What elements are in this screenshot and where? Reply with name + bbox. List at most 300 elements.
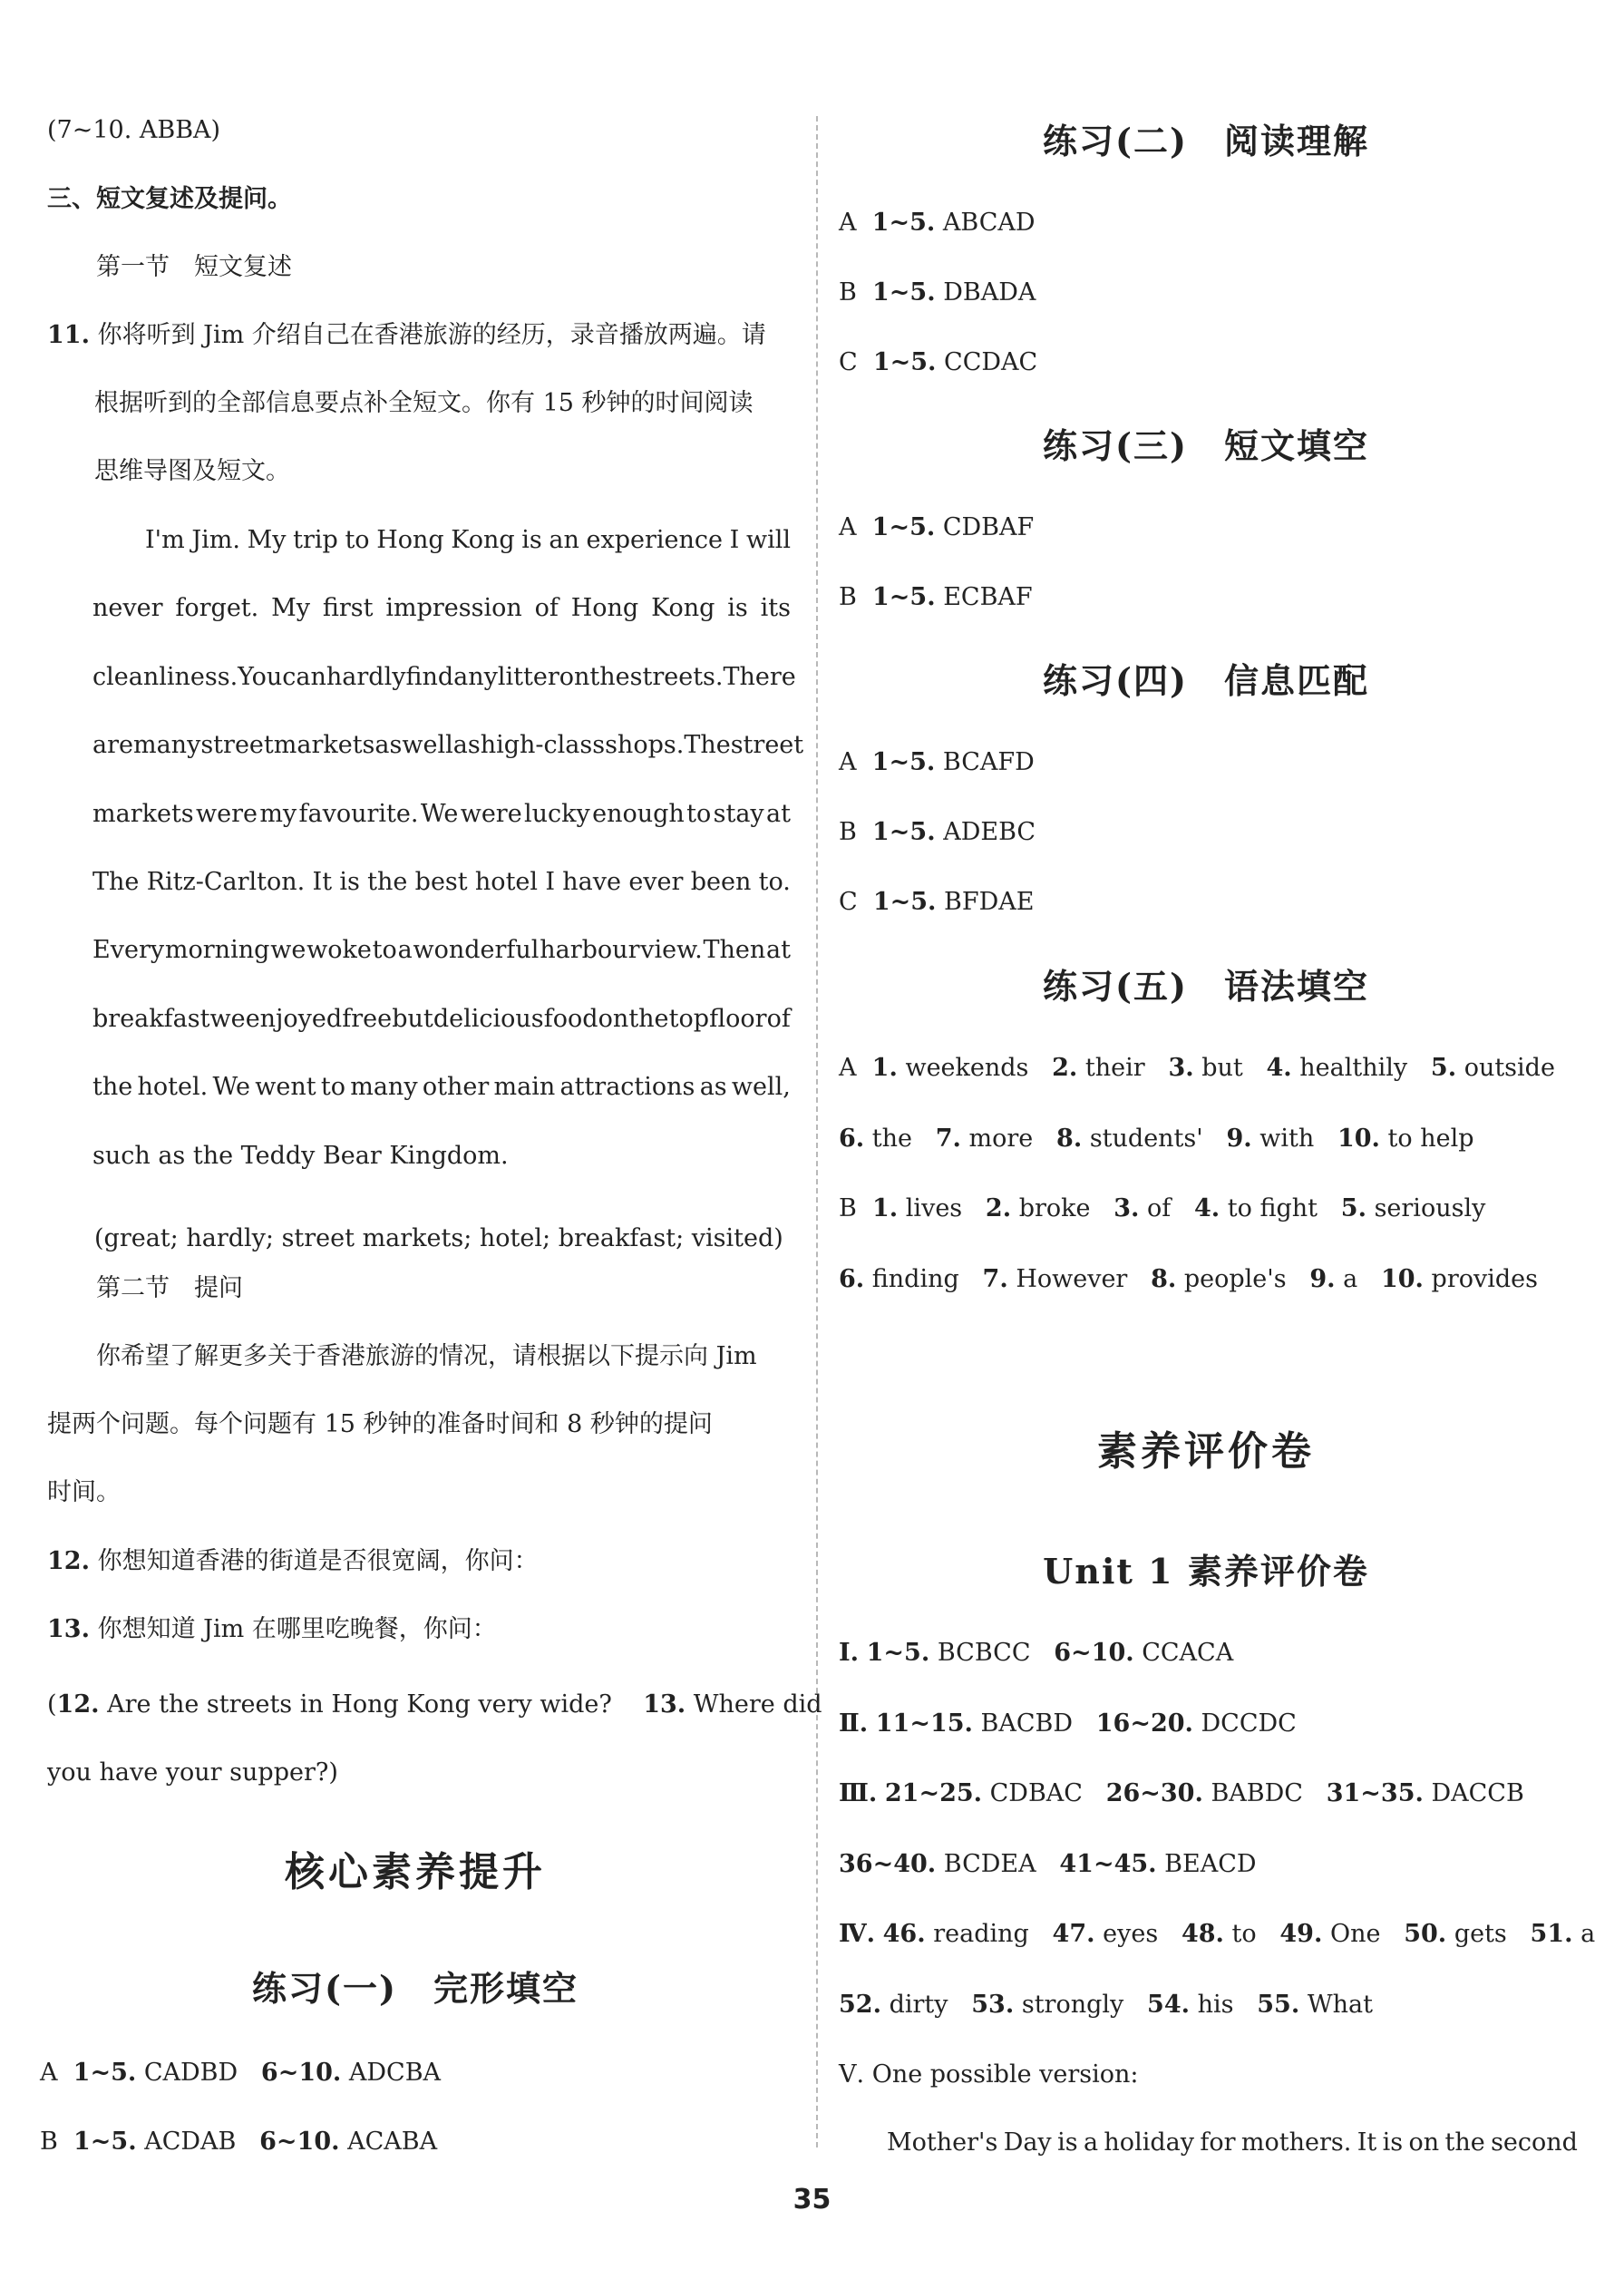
unit-1-row xyxy=(839,1848,1257,1881)
answers: strongly xyxy=(1021,1991,1124,2019)
range: 1~5. xyxy=(872,278,936,307)
word: can xyxy=(282,663,326,691)
question-number: 11. xyxy=(47,321,90,349)
word: for xyxy=(1200,2128,1236,2157)
range: 47. xyxy=(1052,1920,1095,1948)
passage-text: such as the Teddy Bear Kingdom. xyxy=(92,1142,509,1170)
label: A xyxy=(839,513,857,541)
range: 1~5. xyxy=(871,513,936,541)
answers: reading xyxy=(933,1920,1029,1948)
item-answer: finding xyxy=(871,1265,959,1293)
answers: One xyxy=(1329,1920,1381,1948)
answer-number: 13. xyxy=(643,1690,686,1719)
answer-11: (great; hardly; street markets; hotel; breakfast; visited) xyxy=(94,1224,783,1252)
word: were xyxy=(460,800,522,828)
label: B xyxy=(839,818,857,846)
word: street xyxy=(200,731,274,759)
passage-text xyxy=(92,866,791,899)
answers: eyes xyxy=(1103,1920,1159,1948)
word: of xyxy=(534,594,559,622)
passage-line xyxy=(92,1003,791,1036)
answer-text: Are the streets in Hong Kong very wide? xyxy=(107,1690,612,1719)
word: as xyxy=(699,1073,727,1101)
word: There xyxy=(723,663,796,691)
word: the xyxy=(1444,2128,1485,2157)
answer-row xyxy=(839,746,1035,779)
answer-row xyxy=(839,511,1034,544)
word: You xyxy=(238,663,283,691)
question-number: 12. xyxy=(47,1547,90,1575)
range: 16~20. xyxy=(1095,1709,1193,1738)
item-number: 8. xyxy=(1151,1265,1177,1293)
word: lucky xyxy=(524,800,590,828)
word: a xyxy=(397,936,413,964)
word: forget. xyxy=(175,594,259,622)
range: 36~40. xyxy=(839,1850,937,1878)
word: top xyxy=(668,1005,709,1033)
passage-line xyxy=(92,661,796,694)
word: We xyxy=(212,1073,250,1101)
passage-text xyxy=(92,1071,791,1104)
answers: ECBAF xyxy=(943,583,1033,611)
word: The xyxy=(92,868,140,896)
item-answer: However xyxy=(1016,1265,1128,1293)
question-12 xyxy=(47,1545,539,1578)
item-number: 4. xyxy=(1194,1194,1220,1222)
core-literacy-heading: 核心素养提升 xyxy=(285,1849,546,1895)
label: A xyxy=(40,2059,58,2087)
item-number: 10. xyxy=(1337,1125,1380,1153)
word: harbour xyxy=(540,936,640,964)
answers: What xyxy=(1307,1991,1373,2019)
section-three-title: 三、短文复述及提问。 xyxy=(47,185,292,213)
exercise-2-heading: 练习(二) 阅读理解 xyxy=(1043,121,1369,161)
item-answer: more xyxy=(968,1125,1034,1153)
word: breakfast xyxy=(92,1005,210,1033)
word: have xyxy=(562,868,622,896)
answers: ADCBA xyxy=(348,2059,442,2087)
paren: ( xyxy=(47,1690,57,1719)
word: shops. xyxy=(605,731,685,759)
item-number: 3. xyxy=(1113,1194,1140,1222)
word: stay xyxy=(713,800,764,828)
word: floor xyxy=(709,1005,767,1033)
word: attractions xyxy=(559,1073,695,1101)
word: I xyxy=(729,526,740,554)
range: 54. xyxy=(1147,1991,1191,2019)
label: B xyxy=(839,583,857,611)
question-11-line-2: 根据听到的全部信息要点补全短文。你有 15 秒钟的时间阅读 xyxy=(94,389,754,417)
word: impression xyxy=(385,594,522,622)
word: on xyxy=(1408,2128,1440,2157)
passage-text xyxy=(92,661,796,694)
item-number: 7. xyxy=(935,1125,961,1153)
answers: CDBAC xyxy=(989,1779,1083,1807)
word: to. xyxy=(758,868,791,896)
answers: BCAFD xyxy=(942,748,1035,776)
column-divider xyxy=(816,116,818,2147)
item-answer: to fight xyxy=(1227,1194,1318,1222)
word: Hong xyxy=(570,594,639,622)
range: 26~30. xyxy=(1105,1779,1203,1807)
word: ever xyxy=(628,868,684,896)
question-prompt-line-3: 时间。 xyxy=(47,1478,121,1506)
label: C xyxy=(839,888,858,916)
essay-text xyxy=(887,2127,1578,2159)
item-answer: with xyxy=(1259,1125,1315,1153)
word: never xyxy=(92,594,163,622)
answer-12-13 xyxy=(47,1689,822,1721)
label: B xyxy=(839,1194,857,1222)
item-answer: broke xyxy=(1018,1194,1091,1222)
evaluation-heading: 素养评价卷 xyxy=(1097,1428,1315,1475)
word: on xyxy=(559,663,590,691)
answer-12-13-end: you have your supper?) xyxy=(47,1758,338,1787)
part-v-line xyxy=(839,2059,1139,2091)
word: is xyxy=(1382,2128,1404,2157)
word: I xyxy=(545,868,555,896)
word: wonderful xyxy=(413,936,540,964)
word: we xyxy=(209,1005,246,1033)
answers: CDBAF xyxy=(942,513,1035,541)
word: the xyxy=(628,1005,669,1033)
question-text: 你想知道 Jim 在哪里吃晚餐，你问： xyxy=(97,1615,497,1643)
word: is xyxy=(727,594,748,622)
item-answer: seriously xyxy=(1374,1194,1486,1222)
answer-row xyxy=(839,581,1033,614)
word: trip xyxy=(293,526,338,554)
word: favourite. xyxy=(298,800,419,828)
answers: ABCAD xyxy=(942,209,1036,237)
word: It xyxy=(312,868,333,896)
item-number: 2. xyxy=(1052,1054,1078,1082)
item-number: 2. xyxy=(985,1194,1012,1222)
answers: to xyxy=(1231,1920,1257,1948)
word: enough xyxy=(592,800,685,828)
question-text: 你想知道香港的街道是否很宽阔，你问： xyxy=(97,1547,539,1575)
exercise-3-heading: 练习(三) 短文填空 xyxy=(1043,425,1369,466)
range: 1~5. xyxy=(73,2128,137,2156)
item-number: 1. xyxy=(871,1054,898,1082)
unit-1-row xyxy=(839,1637,1233,1670)
word: as xyxy=(452,731,481,759)
item-number: 6. xyxy=(839,1125,865,1153)
essay-line xyxy=(887,2127,1578,2159)
answers: a xyxy=(1580,1920,1596,1948)
answers: CCDAC xyxy=(944,348,1038,376)
item-number: 10. xyxy=(1380,1265,1424,1293)
item-answer: students' xyxy=(1089,1125,1203,1153)
word: to xyxy=(686,800,712,828)
word: many xyxy=(350,1073,418,1101)
item-answer: healthily xyxy=(1299,1054,1408,1082)
range: 46. xyxy=(882,1920,926,1948)
question-13 xyxy=(47,1613,497,1646)
unit-1-row xyxy=(839,1918,1595,1951)
exercise-1-heading: 练习(一) 完形填空 xyxy=(252,1968,579,2009)
passage-text xyxy=(145,524,791,557)
word: mothers. xyxy=(1240,2128,1352,2157)
range: 1~5. xyxy=(871,209,936,237)
exercise-4-heading: 练习(四) 信息匹配 xyxy=(1043,660,1369,701)
label: A xyxy=(839,748,857,776)
word: Kong xyxy=(451,526,515,554)
label: C xyxy=(839,348,858,376)
part-label: Ⅲ. xyxy=(839,1779,878,1807)
range: 1~5. xyxy=(872,348,937,376)
word: view. xyxy=(640,936,703,964)
word: Ritz-Carlton. xyxy=(146,868,306,896)
passage-text xyxy=(92,592,791,625)
word: Every xyxy=(92,936,165,964)
passage-text xyxy=(92,729,804,762)
answer-row xyxy=(839,207,1036,239)
label: A xyxy=(839,209,857,237)
range: 31~35. xyxy=(1326,1779,1424,1807)
word: the xyxy=(589,663,630,691)
word: a xyxy=(1083,2128,1099,2157)
word: we xyxy=(270,936,306,964)
word: high-class xyxy=(480,731,606,759)
word: hotel. xyxy=(137,1073,209,1101)
range: 49. xyxy=(1279,1920,1323,1948)
word: cleanliness. xyxy=(92,663,238,691)
range: 48. xyxy=(1181,1920,1224,1948)
answers: gets xyxy=(1454,1920,1507,1948)
word: of xyxy=(766,1005,791,1033)
label: A xyxy=(839,1054,857,1082)
word: The xyxy=(684,731,731,759)
passage-text xyxy=(92,798,791,831)
answers: BCBCC xyxy=(937,1639,1031,1667)
word: at xyxy=(766,800,791,828)
passage-text xyxy=(92,1003,791,1036)
word: first xyxy=(322,594,374,622)
grammar-row xyxy=(839,1123,1474,1155)
word: well, xyxy=(731,1073,791,1101)
answers: CADBD xyxy=(143,2059,238,2087)
answers: DBADA xyxy=(943,278,1036,307)
item-answer: outside xyxy=(1464,1054,1555,1082)
answers: BCDEA xyxy=(943,1850,1036,1878)
word: markets xyxy=(92,800,194,828)
answer-text: Where did xyxy=(693,1690,822,1719)
grammar-row xyxy=(839,1193,1485,1225)
word: is xyxy=(339,868,360,896)
range: 53. xyxy=(971,1991,1015,2019)
word: main xyxy=(493,1073,556,1101)
answers: ADEBC xyxy=(943,818,1036,846)
answers: DCCDC xyxy=(1201,1709,1297,1738)
passage-line xyxy=(145,524,791,557)
part-label: Ⅰ. xyxy=(839,1639,860,1667)
item-answer: their xyxy=(1084,1054,1145,1082)
word: Mother's xyxy=(887,2128,998,2157)
word: It xyxy=(1357,2128,1377,2157)
unit-1-row xyxy=(839,1989,1373,2021)
label: B xyxy=(839,278,857,307)
item-number: 3. xyxy=(1168,1054,1194,1082)
word: to xyxy=(345,526,370,554)
word: holiday xyxy=(1104,2128,1194,2157)
question-prompt-line-1: 你希望了解更多关于香港旅游的情况，请根据以下提示向 Jim xyxy=(96,1342,757,1370)
item-answer: provides xyxy=(1431,1265,1538,1293)
exercise-5-heading: 练习(五) 语法填空 xyxy=(1043,966,1369,1007)
word: Day xyxy=(1003,2128,1052,2157)
exercise-1-answer-a xyxy=(40,2057,441,2089)
answers: BABDC xyxy=(1211,1779,1303,1807)
word: woke xyxy=(306,936,372,964)
answers: BFDAE xyxy=(944,888,1035,916)
exercise-1-answer-b xyxy=(40,2126,437,2158)
page-number: 35 xyxy=(793,2184,831,2215)
question-number: 13. xyxy=(47,1615,90,1643)
word: on xyxy=(598,1005,629,1033)
word: enjoyed xyxy=(245,1005,343,1033)
word: My xyxy=(247,526,287,554)
passage-line xyxy=(92,866,791,899)
item-number: 5. xyxy=(1430,1054,1457,1082)
item-number: 6. xyxy=(839,1265,865,1293)
word: the xyxy=(367,868,408,896)
word: Kong xyxy=(651,594,715,622)
question-11-line-1 xyxy=(47,319,766,352)
word: experience xyxy=(586,526,724,554)
range: 6~10. xyxy=(1054,1639,1134,1667)
range: 52. xyxy=(839,1991,881,2019)
answer-7-10: (7~10. ABBA) xyxy=(47,116,221,144)
answers: his xyxy=(1197,1991,1234,2019)
passage-line xyxy=(92,1140,791,1173)
range: 50. xyxy=(1404,1920,1447,1948)
range: 1~5. xyxy=(73,2059,137,2087)
word: Jim. xyxy=(191,526,240,554)
question-text: 你将听到 Jim 介绍自己在香港旅游的经历，录音播放两遍。请 xyxy=(97,321,766,349)
item-number: 1. xyxy=(872,1194,899,1222)
word: to xyxy=(372,936,397,964)
item-answer: of xyxy=(1147,1194,1172,1222)
passage-line xyxy=(92,798,791,831)
item-answer: lives xyxy=(905,1194,963,1222)
word: other xyxy=(422,1073,490,1101)
word: is xyxy=(1057,2128,1078,2157)
answer-number: 12. xyxy=(56,1690,100,1719)
range: 1~5. xyxy=(872,888,937,916)
word: at xyxy=(766,936,791,964)
word: delicious xyxy=(433,1005,544,1033)
passage-line xyxy=(92,729,804,762)
answers: CCACA xyxy=(1142,1639,1234,1667)
word: any xyxy=(453,663,498,691)
section-two-title: 第二节 提问 xyxy=(96,1274,243,1302)
word: hotel xyxy=(474,868,539,896)
label: B xyxy=(40,2128,58,2156)
word: well xyxy=(402,731,453,759)
word: streets. xyxy=(629,663,724,691)
answers: dirty xyxy=(889,1991,948,2019)
word: were xyxy=(196,800,258,828)
range: 1~5. xyxy=(866,1639,930,1667)
word: been xyxy=(690,868,752,896)
word: its xyxy=(760,594,791,622)
range: 55. xyxy=(1257,1991,1300,2019)
word: my xyxy=(259,800,297,828)
word: as xyxy=(374,731,403,759)
word: morning xyxy=(164,936,270,964)
question-11-line-3: 思维导图及短文。 xyxy=(94,457,290,485)
word: Hong xyxy=(376,526,444,554)
word: are xyxy=(92,731,133,759)
word: litter xyxy=(497,663,559,691)
label: Ⅴ. xyxy=(839,2060,865,2089)
item-answer: people's xyxy=(1183,1265,1287,1293)
range: 51. xyxy=(1530,1920,1573,1948)
answer-row xyxy=(839,816,1036,849)
word: many xyxy=(132,731,201,759)
answer-row xyxy=(839,346,1037,379)
part-label: Ⅳ. xyxy=(839,1920,876,1948)
word: an xyxy=(549,526,579,554)
word: street xyxy=(730,731,804,759)
unit-1-heading: Unit 1 素养评价卷 xyxy=(1043,1551,1369,1592)
unit-1-row xyxy=(839,1777,1524,1810)
unit-1-row xyxy=(839,1708,1297,1740)
range: 1~5. xyxy=(871,748,936,776)
word: best xyxy=(414,868,468,896)
word: second xyxy=(1491,2128,1578,2157)
passage-line xyxy=(92,934,791,967)
passage-line xyxy=(92,1071,791,1104)
answers: DACCB xyxy=(1431,1779,1524,1807)
item-answer: but xyxy=(1201,1054,1243,1082)
word: markets xyxy=(273,731,375,759)
item-number: 5. xyxy=(1340,1194,1366,1222)
answers: ACABA xyxy=(347,2128,438,2156)
item-answer: the xyxy=(871,1125,912,1153)
word: We xyxy=(420,800,459,828)
word: find xyxy=(405,663,454,691)
text: One possible version: xyxy=(871,2060,1139,2089)
range: 1~5. xyxy=(872,583,936,611)
range: 11~15. xyxy=(875,1709,973,1738)
item-number: 8. xyxy=(1056,1125,1083,1153)
word: but xyxy=(392,1005,433,1033)
word: will xyxy=(745,526,791,554)
range: 6~10. xyxy=(260,2059,342,2087)
range: 1~5. xyxy=(872,818,936,846)
item-number: 9. xyxy=(1309,1265,1336,1293)
passage-text xyxy=(92,934,791,967)
answers: BACBD xyxy=(980,1709,1074,1738)
word: free xyxy=(342,1005,393,1033)
word: is xyxy=(521,526,542,554)
range: 6~10. xyxy=(259,2128,340,2156)
question-prompt-line-2: 提两个问题。每个问题有 15 秒钟的准备时间和 8 秒钟的提问 xyxy=(47,1410,713,1438)
item-number: 9. xyxy=(1226,1125,1252,1153)
part-label: Ⅱ. xyxy=(839,1709,869,1738)
section-one-title: 第一节 短文复述 xyxy=(96,253,292,281)
word: went xyxy=(255,1073,316,1101)
word: Then xyxy=(703,936,766,964)
answers: ACDAB xyxy=(144,2128,237,2156)
grammar-row xyxy=(839,1052,1555,1085)
item-answer: weekends xyxy=(905,1054,1029,1082)
word: to xyxy=(320,1073,345,1101)
range: 21~25. xyxy=(884,1779,983,1807)
word: food xyxy=(543,1005,598,1033)
answer-row xyxy=(839,277,1036,309)
answer-row xyxy=(839,886,1034,919)
